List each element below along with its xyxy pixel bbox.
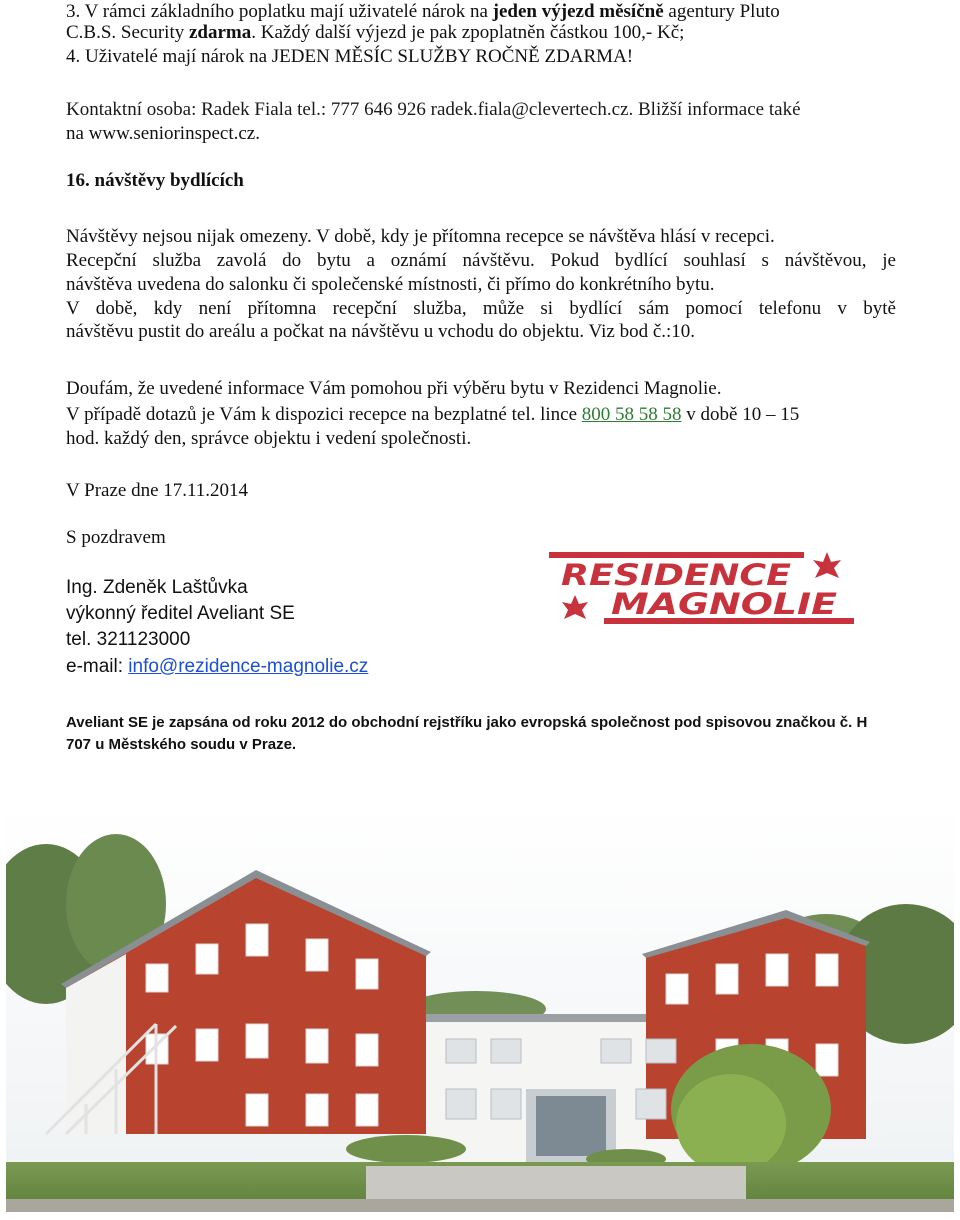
- logo-text-line1: RESIDENCE: [561, 558, 792, 592]
- flower-icon: [813, 552, 841, 578]
- signature-role: výkonný ředitel Aveliant SE: [66, 603, 295, 624]
- closing-hope: Doufám, že uvedené informace Vám pomohou při výběru bytu v Rezidenci Magnolie.: [66, 378, 722, 399]
- footnote: Aveliant SE je zapsána od roku 2012 do obchodní rejstříku jako evropská společnost pod spisovou značkou č. H 707 u Městského soudu v Praze.: [66, 714, 868, 753]
- item-3-line2-bold: zdarma: [188, 22, 252, 43]
- phone-link[interactable]: 800 58 58 58: [581, 404, 682, 425]
- closing-contact-line1: [66, 403, 896, 427]
- item-3-bold: jeden výjezd měsíčně: [492, 1, 664, 22]
- residence-magnolie-logo: [549, 552, 854, 632]
- email-link[interactable]: info@rezidence-magnolie.cz: [128, 656, 369, 677]
- item-4: [66, 45, 633, 69]
- paragraph-3-line1: V době, kdy není přítomna recepční služba, může si bydlící sám pomocí telefonu v bytě: [66, 298, 896, 319]
- item-3-line2: [66, 21, 684, 45]
- email-label: e-mail:: [66, 656, 129, 677]
- item-3-line2-suffix: . Každý další výjezd je pak zpoplatněn částkou 100,- Kč;: [251, 22, 685, 43]
- closing-contact-line2: hod. každý den, správce objektu i vedení společnosti.: [66, 428, 472, 449]
- item-3-line2-prefix: C.B.S. Security: [66, 22, 189, 43]
- closing-contact-suffix: v době 10 – 15: [681, 404, 800, 425]
- section-heading: 16. návštěvy bydlících: [66, 170, 244, 191]
- letter-greeting: S pozdravem: [66, 527, 166, 548]
- signature-email-line: [66, 655, 368, 679]
- signature-name: Ing. Zdeněk Laštůvka: [66, 577, 248, 598]
- item-4-text: 4. Uživatelé mají nárok na: [66, 46, 272, 67]
- paragraph-1: Návštěvy nejsou nijak omezeny. V době, kdy je přítomna recepce se návštěva hlásí v recepci.: [66, 226, 775, 247]
- building-photo: [6, 804, 954, 1212]
- flower-icon: [562, 595, 588, 619]
- item-3-text: 3. V rámci základního poplatku mají uživatelé nárok na: [66, 1, 493, 22]
- letter-date: V Praze dne 17.11.2014: [66, 480, 249, 501]
- contact-line1: Kontaktní osoba: Radek Fiala tel.: 777 646 926 radek.fiala@clevertech.cz. Bližší informace také: [66, 99, 801, 120]
- paragraph-2-line2: návštěva uvedena do salonku či společenské místnosti, či přímo do konkrétního bytu.: [66, 274, 715, 295]
- signature-tel: tel. 321123000: [66, 629, 191, 650]
- item-4-upper: JEDEN MĚSÍC SLUŽBY ROČNĚ ZDARMA!: [271, 46, 634, 67]
- closing-contact-prefix: V případě dotazů je Vám k dispozici recepce na bezplatné tel. lince: [66, 404, 582, 425]
- paragraph-2-line1: Recepční služba zavolá do bytu a oznámí návštěvu. Pokud bydlící souhlasí s návštěvou, je: [66, 250, 896, 271]
- item-3-suffix: agentury Pluto: [663, 1, 780, 22]
- paragraph-3-line2: návštěvu pustit do areálu a počkat na návštěvu u vchodu do objektu. Viz bod č.:10.: [66, 321, 696, 342]
- contact-line2: na www.seniorinspect.cz.: [66, 123, 260, 144]
- logo-text-line2: MAGNOLIE: [611, 587, 838, 621]
